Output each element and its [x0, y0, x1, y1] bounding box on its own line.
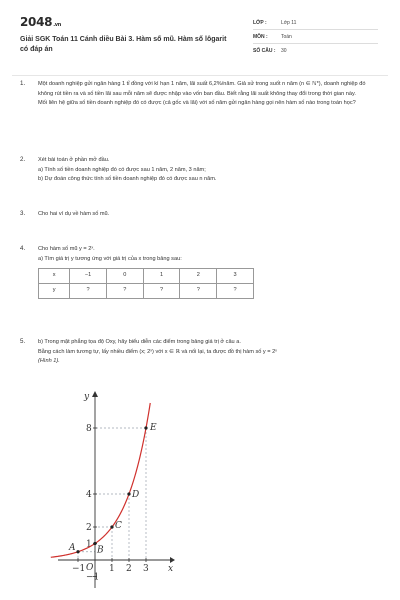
- y-axis-arrow: [92, 391, 98, 397]
- question-text: a) Tính số tiền doanh nghiệp đó có được sau 1 năm, 2 năm, 3 năm;: [38, 166, 206, 173]
- curve-y-equals-2-pow-x: [51, 403, 150, 557]
- table-row-y: [39, 284, 254, 299]
- x-axis-arrow: [170, 557, 175, 563]
- table-cell: ?: [70, 284, 107, 299]
- meta-row-subject: [253, 30, 378, 44]
- table-header-cell: y: [39, 284, 70, 299]
- y-tick-label: 2: [86, 523, 92, 533]
- question-number: 1.: [20, 80, 26, 87]
- table-cell: ?: [217, 284, 254, 299]
- value-table: [38, 268, 254, 299]
- point-d: [127, 492, 130, 495]
- question-text: Một doanh nghiệp gửi ngân hàng 1 tỉ đồng với kì hạn 1 năm, lãi suất 6,2%/năm. Giả sử trong suốt n năm (n ∈ ℕ*), doanh nghiệp đó không rút tiền ra và số tiền lãi sau mỗi năm sẽ được nhập vào vốn ban đầu. Biết rằng lãi suất không thay đổi trong thời gian này.: [38, 81, 366, 97]
- x-tick-label: 3: [143, 564, 149, 574]
- table-cell: ?: [180, 284, 217, 299]
- table-row-x: [39, 269, 254, 284]
- meta-row-class: [253, 16, 378, 30]
- meta-value: Lớp 11: [281, 19, 297, 26]
- question-5: [20, 338, 380, 367]
- table-cell: −1: [70, 269, 107, 284]
- table-cell: 0: [106, 269, 143, 284]
- y-axis-label: y: [84, 392, 90, 402]
- document-title: Giải SGK Toán 11 Cánh diều Bài 3. Hàm số mũ. Hàm số lôgarit có đáp án: [20, 36, 227, 53]
- question-2: [20, 156, 380, 185]
- y-tick-label: 8: [86, 424, 92, 434]
- origin-label: O: [86, 563, 94, 573]
- x-tick-label: 2: [126, 564, 132, 574]
- table-cell: 2: [180, 269, 217, 284]
- figure-caption: (Hình 1).: [38, 358, 60, 365]
- question-4: [20, 245, 380, 299]
- x-tick-label: −1: [72, 564, 86, 574]
- question-number: 2.: [20, 156, 26, 163]
- question-3: [20, 210, 380, 220]
- meta-value: 30: [281, 48, 287, 54]
- question-text: b) Dự đoán công thức tính số tiền doanh nghiệp đó có được sau n năm.: [38, 176, 217, 183]
- site-logo[interactable]: [20, 15, 61, 29]
- point-c: [110, 525, 113, 528]
- table-cell: 1: [143, 269, 180, 284]
- table-cell: ?: [106, 284, 143, 299]
- table-cell: ?: [143, 284, 180, 299]
- question-number: 4.: [20, 245, 26, 252]
- x-axis-label: x: [168, 564, 174, 574]
- table-cell: 3: [217, 269, 254, 284]
- question-text: Cho hai ví dụ về hàm số mũ.: [38, 211, 110, 217]
- y-tick-label: −1: [86, 572, 100, 583]
- meta-info: [253, 16, 378, 58]
- x-tick-label: 1: [109, 564, 115, 574]
- logo-text: 2048: [20, 15, 53, 29]
- question-text: Cho hàm số mũ y = 2ˣ.: [38, 246, 95, 252]
- point-label-a: A: [69, 542, 76, 553]
- point-e: [144, 426, 147, 429]
- meta-key: MÔN :: [253, 33, 268, 40]
- question-text: Mối liên hệ giữa số tiền doanh nghiệp đó có được (cả gốc và lãi) với số năm gửi ngân hàng gọi nên hàm số nào trong toán học?: [38, 100, 356, 107]
- point-label-d: D: [132, 490, 140, 500]
- question-text: b) Trong mặt phẳng tọa độ Oxy, hãy biểu diễn các điểm trong bảng giá trị ở câu a.: [38, 339, 241, 345]
- point-label-e: E: [150, 423, 157, 433]
- question-number: 5.: [20, 338, 26, 345]
- table-header-cell: x: [39, 269, 70, 284]
- question-text: Xét bài toán ở phần mở đầu.: [38, 157, 110, 163]
- header-divider: [12, 75, 388, 76]
- meta-row-count: [253, 44, 378, 58]
- y-tick-label: 1: [86, 539, 92, 550]
- meta-key: LỚP :: [253, 19, 267, 26]
- meta-value: Toán: [281, 33, 292, 40]
- question-1: [20, 80, 380, 109]
- graph-svg: [50, 385, 185, 600]
- point-a: [76, 550, 79, 553]
- point-label-c: C: [115, 521, 122, 531]
- meta-key: SỐ CÂU :: [253, 48, 276, 54]
- logo-suffix: .vn: [53, 22, 62, 28]
- question-number: 3.: [20, 210, 26, 217]
- question-text: a) Tìm giá trị y tương ứng với giá trị của x trong bảng sau:: [38, 255, 182, 262]
- exponential-graph: [50, 385, 185, 600]
- point-label-b: B: [97, 545, 104, 556]
- question-text: Bằng cách làm tương tự, lấy nhiều điểm (x; 2ˣ) với x ∈ ℝ và nối lại, ta được đồ thị hàm số y = 2ˣ: [38, 348, 278, 355]
- y-tick-label: 4: [86, 490, 92, 500]
